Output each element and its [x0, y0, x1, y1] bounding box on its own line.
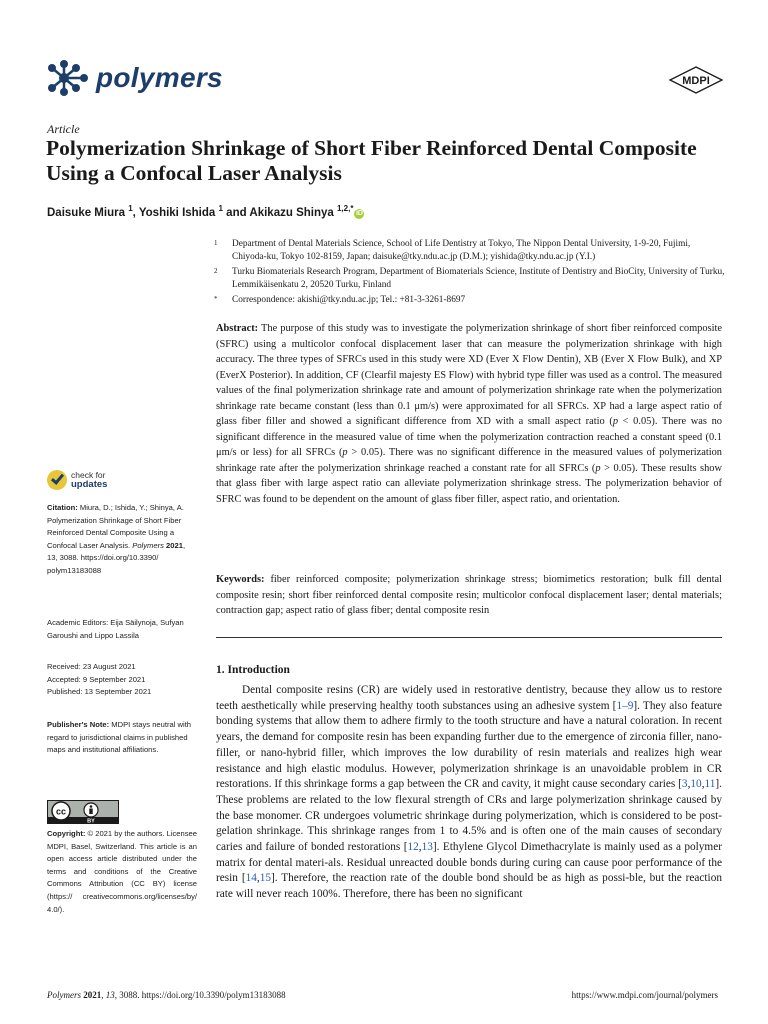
- citation-block: [47, 502, 197, 578]
- citation-link[interactable]: 14: [245, 872, 257, 885]
- author-name: Daisuke Miura: [47, 206, 125, 219]
- orcid-icon[interactable]: iD: [355, 209, 363, 217]
- author-affil-mark: 1,2,*: [336, 204, 354, 213]
- check-updates-label: [71, 471, 107, 489]
- section-heading: 1. Introduction: [216, 664, 290, 676]
- journal-name: polymers: [96, 62, 223, 93]
- body-text: ]. These problems are related to the low flexural strength of CRs and large polymerization shrinkage caused by the base monomer. CR undergoes volumetric shrinkage during polymerization, which is considered to be post-gelation shrinkage. This shrinkage ranges from 1 to 4.5% and is often one of the main causes of secondary caries and failure of bonded restorations [: [216, 778, 722, 854]
- body-text: ]. Ethylene Glycol Dimethacrylate is mainly used as a polymer matrix for dental materi-als. Residual unreacted double bonds during curing can cause poor performance of the resin [: [216, 841, 722, 885]
- abstract-text: < 0.05). There was no significant difference in the measured value of time when the polymerization contraction reached a constant speed (0.1 μm/s or less) for all SFRCs (: [216, 416, 722, 458]
- article-dates: [47, 661, 197, 699]
- accepted-date: Accepted: 9 September 2021: [47, 674, 146, 684]
- body-text: Dental composite resins (CR) are widely used in restorative dentistry, because they allow us to restore teeth aesthetically while preserving healthy tooth substances using an adhesive system [: [216, 684, 722, 712]
- correspondence-text: Correspondence: akishi@tky.ndu.ac.jp; Tel.: +81-3-3261-8697: [232, 295, 466, 305]
- article-title: Polymerization Shrinkage of Short Fiber Reinforced Dental Composite Using a Confocal Laser Analysis: [46, 136, 697, 185]
- citation-link[interactable]: 15: [259, 872, 272, 885]
- citation-link[interactable]: 13: [421, 841, 433, 854]
- abstract-italic: p: [612, 416, 619, 427]
- affiliation-number: *: [214, 295, 218, 303]
- citation-link[interactable]: 12: [407, 841, 419, 854]
- citation-link[interactable]: 3: [681, 778, 688, 791]
- citation-text: Miura, D.; Ishida, Y.; Shinya, A. Polymerization Shrinkage of Short Fiber Reinforced Dental Composite Using a Confocal Laser Analysis.: [47, 503, 184, 550]
- abstract-text: The purpose of this study was to investigate the polymerization shrinkage of short fiber reinforced composite (SFRC) using a multicolor confocal displacement laser that can measure the polymerization shrinkage with high accuracy. The three types of SFRCs used in this study were XD (Ever X Flow Dentin), XB (Ever X Flow Bulk), and XP (EverX Posterior). In addition, CF (Clearfil majesty ES Flow) with hybrid type filler was used as a control. The measured values of the final polymerization shrinkage rate and amount of polymerization shrinkage rate when the polymerization shrinkage rate became constant (less than 0.1 μm/s) were approximated for all SFRCs. XP had a large aspect ratio of glass fiber filler and showed a significant difference from XD with a small aspect ratio (: [216, 323, 722, 427]
- footer-volume: , 13: [101, 990, 115, 1000]
- correspondence-item: [214, 294, 726, 307]
- abstract: [216, 321, 722, 507]
- published-date: Published: 13 September 2021: [47, 687, 152, 697]
- keywords-label: Keywords:: [216, 574, 265, 585]
- affiliation-text: Turku Biomaterials Research Program, Department of Biomaterials Science, Institute of Dentistry and BioCity, University of Turku, Lemmikäisenkatu 2, 20520 Turku, Finland: [232, 267, 725, 290]
- affiliation-number: 1: [214, 239, 218, 247]
- check-updates-line: check for: [71, 470, 106, 480]
- affiliation-item: [214, 238, 726, 264]
- body-text: ]. Therefore, the reaction rate of the double bond should be as high as possi-ble, but the reaction rate will never reach 100%. Therefore, there has been no significant: [216, 872, 722, 901]
- copyright-text: © 2021 by the authors. Licensee MDPI, Basel, Switzerland. This article is an open access article distributed under the terms and conditions of the Creative Commons Attribution (CC BY) license (https:// creativecommons.org/licenses/by/ 4.0/).: [47, 829, 197, 914]
- citation-year: 2021: [163, 540, 183, 550]
- publisher-note-text: MDPI stays neutral with regard to jurisdictional claims in published maps and institutional affiliations.: [47, 720, 192, 755]
- abstract-text: > 0.05). There was no significant difference in the measured values of polymerization shrinkage rate after the polymerization shrinkage reached a constant rate for all SFRCs (: [216, 447, 722, 474]
- citation-text: , 13, 3088. https://doi.org/10.3390/ polym13183088: [47, 540, 186, 575]
- received-date: Received: 23 August 2021: [47, 662, 136, 671]
- introduction-paragraph: Dental composite resins (CR) are widely used in restorative dentistry, because they allow us to restore teeth aesthetically while preserving healthy tooth substances using an adhesive system [1–9]. They also feature bonding systems that allow them to adhere firmly to the tooth structure and have a natural coloration. In recent years, the demand for composite resin has been expanding further due to the emergence of zirconia filler, nano-filler, or nano-hybrid filler, which improves the low durability of resin materials and realizes high wear resistance and high elastic modulus. However, polymerization shrinkage is an unavoidable problem in CR restorations. If this shrinkage forms a gap between the CR and cavity, it might cause secondary caries [3,10,11]. These problems are related to the low flexural strength of CRs and large polymerization shrinkage caused by the base monomer. CR undergoes volumetric shrinkage during polymerization, which is considered to be post-gelation shrinkage. This shrinkage ranges from 1 to 4.5% and is often one of the main causes of secondary caries and failure of bonded restorations [12,13]. Ethylene Glycol Dimethacrylate is mainly used as a polymer matrix for dental materi-als. Residual unreacted double bonds during curing can cause poor performance of the resin [14,15]. Therefore, the reaction rate of the double bond should be as high as possi-ble, but the reaction rate will never reach 100%. Therefore, there has been no significant: [216, 684, 722, 901]
- affiliation-number: 2: [214, 267, 218, 275]
- cc-by-license-icon[interactable]: [47, 800, 119, 824]
- article-type: Article: [47, 122, 80, 136]
- author-name: Yoshiki Ishida: [138, 206, 216, 219]
- footer-doi[interactable]: , 3088. https://doi.org/10.3390/polym13183088: [114, 990, 286, 1000]
- keywords-text: fiber reinforced composite; polymerization shrinkage stress; biomimetics restoration; bulk fill dental composite resin; short fiber reinforced dental composite resin; multicolor confocal displacement laser; dental materials; contraction gap; aspect ratio of glass fiber; dental composite resin: [216, 574, 722, 616]
- keywords: [216, 572, 722, 619]
- publisher-note-label: Publisher's Note:: [47, 720, 110, 729]
- abstract-italic: p: [342, 447, 348, 458]
- section-divider: [216, 637, 722, 638]
- svg-text:cc: cc: [55, 806, 67, 817]
- polymers-molecule-icon: [44, 58, 92, 98]
- checkmark-badge-icon: [47, 470, 67, 490]
- author-list: Daisuke Miura $^1$, Yoshiki Ishida $^1$ and Akikazu Shinya $^{1,2,*}$iD: [47, 204, 363, 219]
- journal-logo: [44, 58, 223, 98]
- citation-link[interactable]: 11: [704, 778, 716, 791]
- editors-text: Academic Editors: Eija Säilynoja, Sufyan Garoushi and Lippo Lassila: [47, 618, 184, 640]
- copyright-label: Copyright:: [47, 829, 86, 838]
- publisher-note: [47, 719, 197, 757]
- academic-editors: [47, 617, 197, 642]
- affiliation-text: Department of Dental Materials Science, School of Life Dentistry at Tokyo, The Nippon Dental University, 1-9-20, Fujimi, Chiyoda-ku, Tokyo 102-8159, Japan; daisuke@tky.ndu.ac.jp (D.M.); yishida@tky.ndu.ac.jp (Y.I.): [232, 239, 691, 262]
- affiliations: [214, 238, 726, 309]
- abstract-italic: p: [595, 462, 601, 474]
- author-conjunction: and: [226, 206, 247, 219]
- footer-journal-url[interactable]: https://www.mdpi.com/journal/polymers: [571, 990, 718, 1000]
- citation-link[interactable]: 10: [690, 778, 702, 791]
- author-name: Akikazu Shinya: [249, 206, 334, 219]
- citation-link[interactable]: 1–9: [616, 699, 634, 712]
- copyright-block: [47, 828, 197, 916]
- check-updates-line: updates: [71, 479, 108, 490]
- citation-journal: Polymers: [132, 540, 164, 550]
- affiliation-item: [214, 266, 726, 292]
- license-by-label: BY: [87, 818, 95, 824]
- abstract-label: Abstract:: [216, 323, 259, 334]
- citation-label: Citation:: [47, 503, 78, 512]
- publisher-name: MDPI: [682, 75, 710, 87]
- author-affil-mark: 1: [218, 204, 223, 213]
- footer-year: 2021: [81, 990, 102, 1000]
- author-affil-mark: 1: [128, 204, 133, 213]
- mdpi-logo: [668, 66, 724, 94]
- footer-citation: [47, 990, 286, 1000]
- footer-journal: Polymers: [47, 990, 81, 1000]
- check-for-updates[interactable]: [47, 470, 107, 490]
- body-text: ]. They also feature bonding systems that allow them to adhere firmly to the tooth structure and have a natural coloration. In recent years, the demand for composite resin has been expanding further due to the emergence of zirconia filler, nano-filler, or nano-hybrid filler, which improves the low durability of resin materials and realizes high wear resistance and high elastic modulus. However, polymerization shrinkage is an unavoidable problem in CR restorations. If this shrinkage forms a gap between the CR and cavity, it might cause secondary caries [: [216, 699, 722, 791]
- abstract-text: > 0.05). These results show that glass fiber with large aspect ratio can alleviate polymerization shrinkage stress. The polymerization behavior of SFRC was found to be dependent on the amount of glass fiber filler, aspect ratio, and orientation.: [216, 462, 722, 505]
